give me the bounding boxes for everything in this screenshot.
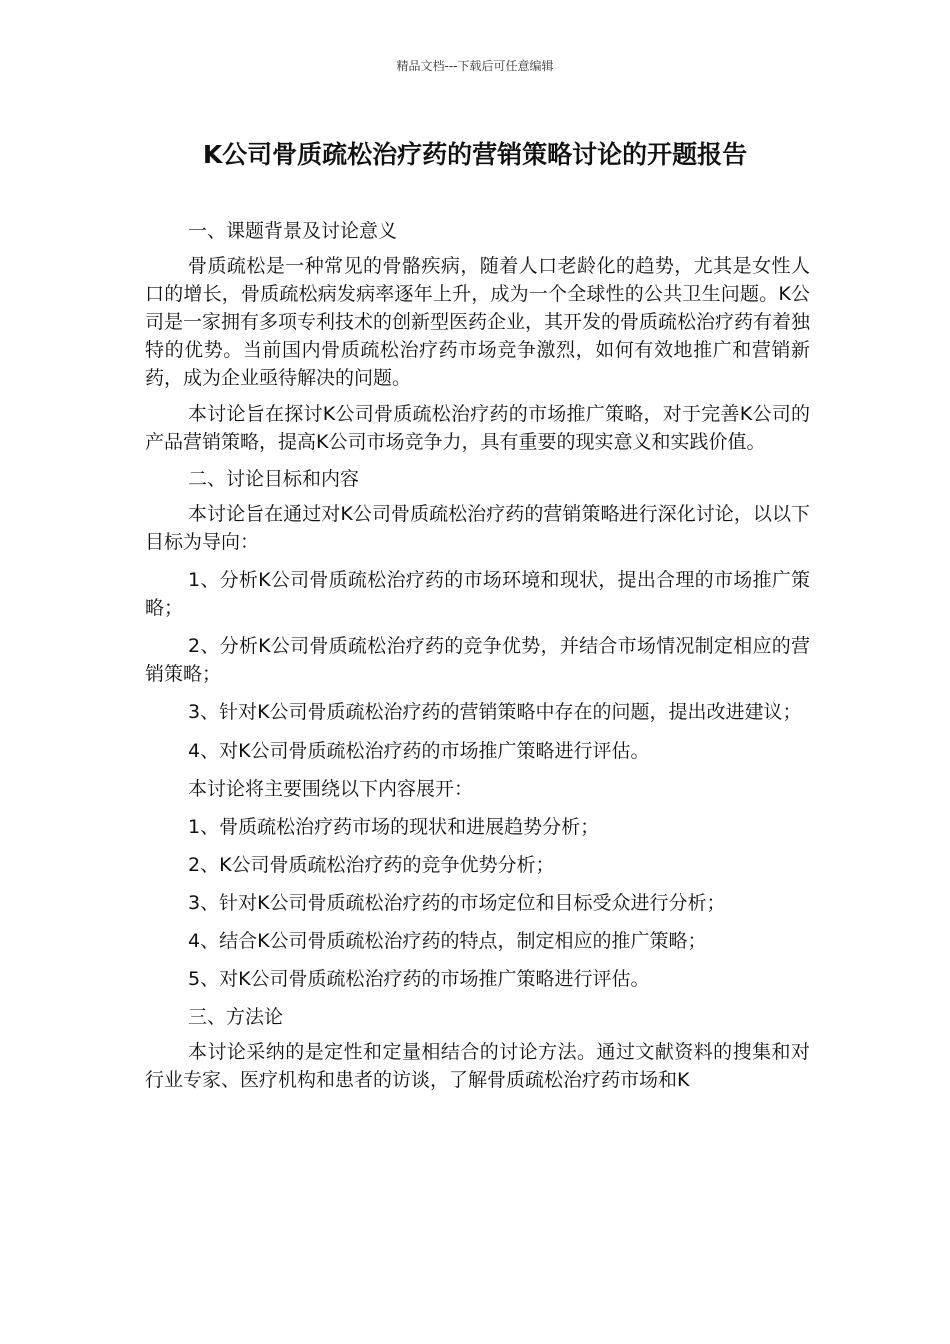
document-body [145,216,810,1100]
goal-item: 4、对K公司骨质疏松治疗药的市场推广策略进行评估。 [188,740,650,762]
paragraph-significance: 本讨论旨在探讨K公司骨质疏松治疗药的市场推广策略，对于完善K公司的产品营销策略，提高K公司市场竞争力，具有重要的现实意义和实践价值。 [145,403,810,453]
paragraph-content-intro: 本讨论将主要围绕以下内容展开： [188,778,474,800]
content-item: 4、结合K公司骨质疏松治疗药的特点，制定相应的推广策略； [188,930,707,952]
content-item: 5、对K公司骨质疏松治疗药的市场推广策略进行评估。 [188,968,650,990]
paragraph-goals-intro: 本讨论旨在通过对K公司骨质疏松治疗药的营销策略进行深化讨论，以以下目标为导向： [145,503,810,553]
header-note: 精品文档---下载后可任意编辑 [396,59,554,73]
goal-item: 2、分析K公司骨质疏松治疗药的竞争优势，并结合市场情况制定相应的营销策略； [145,635,810,685]
content-item: 1、骨质疏松治疗药市场的现状和进展趋势分析； [188,816,600,838]
section-heading-background: 一、课题背景及讨论意义 [188,220,398,242]
goal-item: 1、分析K公司骨质疏松治疗药的市场环境和现状，提出合理的市场推广策略； [145,569,810,619]
section-heading-methodology: 三、方法论 [188,1006,284,1028]
paragraph-methodology: 本讨论采纳的是定性和定量相结合的讨论方法。通过文献资料的搜集和对行业专家、医疗机构和患者的访谈，了解骨质疏松治疗药市场和K [145,1041,810,1091]
content-item: 2、K公司骨质疏松治疗药的竞争优势分析； [188,854,555,876]
paragraph-background: 骨质疏松是一种常见的骨骼疾病，随着人口老龄化的趋势，尤其是女性人口的增长，骨质疏松病发病率逐年上升，成为一个全球性的公共卫生问题。K公司是一家拥有多项专利技术的创新型医药企业，其开发的骨质疏松治疗药有着独特的优势。当前国内骨质疏松治疗药市场竞争激烈，如何有效地推广和营销新药，成为企业亟待解决的问题。 [145,255,811,389]
section-heading-goals: 二、讨论目标和内容 [188,468,360,490]
document-title: K公司骨质疏松治疗药的营销策略讨论的开题报告 [202,140,748,169]
content-item: 3、针对K公司骨质疏松治疗药的市场定位和目标受众进行分析； [188,892,726,914]
goal-item: 3、针对K公司骨质疏松治疗药的营销策略中存在的问题，提出改进建议； [188,701,802,723]
